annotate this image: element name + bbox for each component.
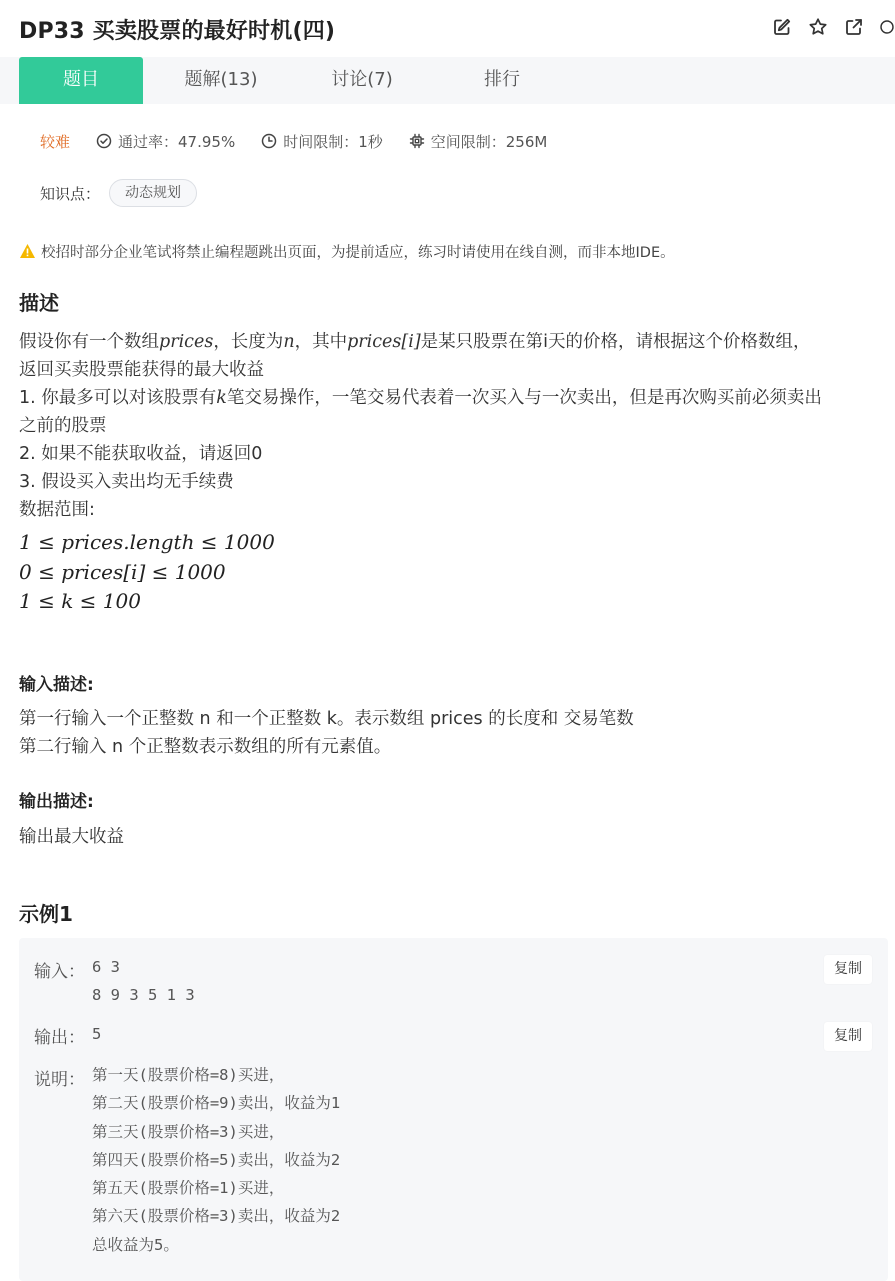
knowledge-tag[interactable]: 动态规划 [109,179,197,207]
description-line: 3. 假设买入卖出均无手续费 [19,472,234,492]
output-desc-body [19,823,889,851]
description-heading: 描述 [19,291,59,315]
difficulty-badge: 较难 [40,132,71,151]
knowledge-points [40,178,197,208]
tab-ranking[interactable]: 排行 [484,69,520,90]
example-output-value[interactable]: 5 [92,1025,102,1043]
exam-warning [19,241,675,261]
range-line: 0 ≤ prices[i] ≤ 1000 [19,559,226,584]
tab-solutions[interactable]: 题解(13) [184,69,258,90]
example-input-label: 输入： [34,962,85,982]
description-line: 数据范围: [19,500,95,520]
tab-problem[interactable]: 题目 [19,57,143,104]
space-limit [409,131,548,152]
problem-title: DP33 买卖股票的最好时机(四) [19,19,336,44]
description-line: 假设你有一个数组prices，长度为n，其中prices[i]是某只股票在第i天的价格，请根据这个价格数组， [19,332,811,352]
description-line: 2. 如果不能获取收益，请返回0 [19,444,263,464]
example-box [19,938,888,1281]
output-desc-line: 输出最大收益 [19,827,124,847]
pass-rate [96,131,235,152]
description-line: 1. 你最多可以对该股票有k笔交易操作，一笔交易代表着一次买入与一次卖出，但是再次购买前必须卖出 [19,388,822,408]
knowledge-label: 知识点： [40,184,101,203]
description-line: 返回买卖股票能获得的最大收益 [19,360,264,380]
example-explain-value: 第一天(股票价格=8)买进， 第二天(股票价格=9)卖出，收益为1 第三天(股票价格=3)买进， 第四天(股票价格=5)卖出，收益为2 第五天(股票价格=1)买进， 第六天(股票价格=3)卖出，收益为2 总收益为5。 [92,1066,341,1254]
info-icon[interactable] [879,16,895,38]
input-desc-body [19,705,889,761]
star-icon[interactable] [807,16,829,38]
tab-discussion[interactable]: 讨论(7) [331,69,393,90]
input-desc-line: 第二行输入 n 个正整数表示数组的所有元素值。 [19,737,392,757]
problem-header [0,0,895,57]
example-explain-label: 说明： [34,1070,85,1090]
range-line: 1 ≤ k ≤ 100 [19,589,141,613]
share-icon[interactable] [843,16,865,38]
data-ranges [19,528,275,617]
input-desc-line: 第一行输入一个正整数 n 和一个正整数 k。表示数组 prices 的长度和 交易笔数 [19,709,634,729]
copy-output-button[interactable]: 复制 [824,1022,872,1051]
example-heading: 示例1 [19,902,73,926]
space-limit-text: 空间限制：256M [430,132,548,151]
output-desc-heading: 输出描述: [19,792,94,812]
time-limit [261,131,383,152]
time-limit-text: 时间限制：1秒 [283,132,383,151]
input-desc-heading: 输入描述: [19,675,94,695]
description-line: 之前的股票 [19,416,107,436]
copy-input-button[interactable]: 复制 [824,955,872,984]
pass-rate-text: 通过率：47.95% [118,132,236,151]
example-output-label: 输出： [34,1028,85,1048]
problem-meta [40,130,573,152]
example-input-value[interactable]: 6 3 8 9 3 5 1 3 [92,958,195,1005]
header-actions [771,16,895,38]
chip-icon [409,133,425,149]
clock-icon [261,133,277,149]
description-body [19,328,889,524]
tab-bar [0,57,895,104]
edit-icon[interactable] [771,16,793,38]
check-circle-icon [96,133,112,149]
range-line: 1 ≤ prices.length ≤ 1000 [19,530,275,554]
warning-text: 校招时部分企业笔试将禁止编程题跳出页面，为提前适应，练习时请使用在线自测，而非本地IDE。 [41,244,675,261]
warning-icon [19,243,36,259]
